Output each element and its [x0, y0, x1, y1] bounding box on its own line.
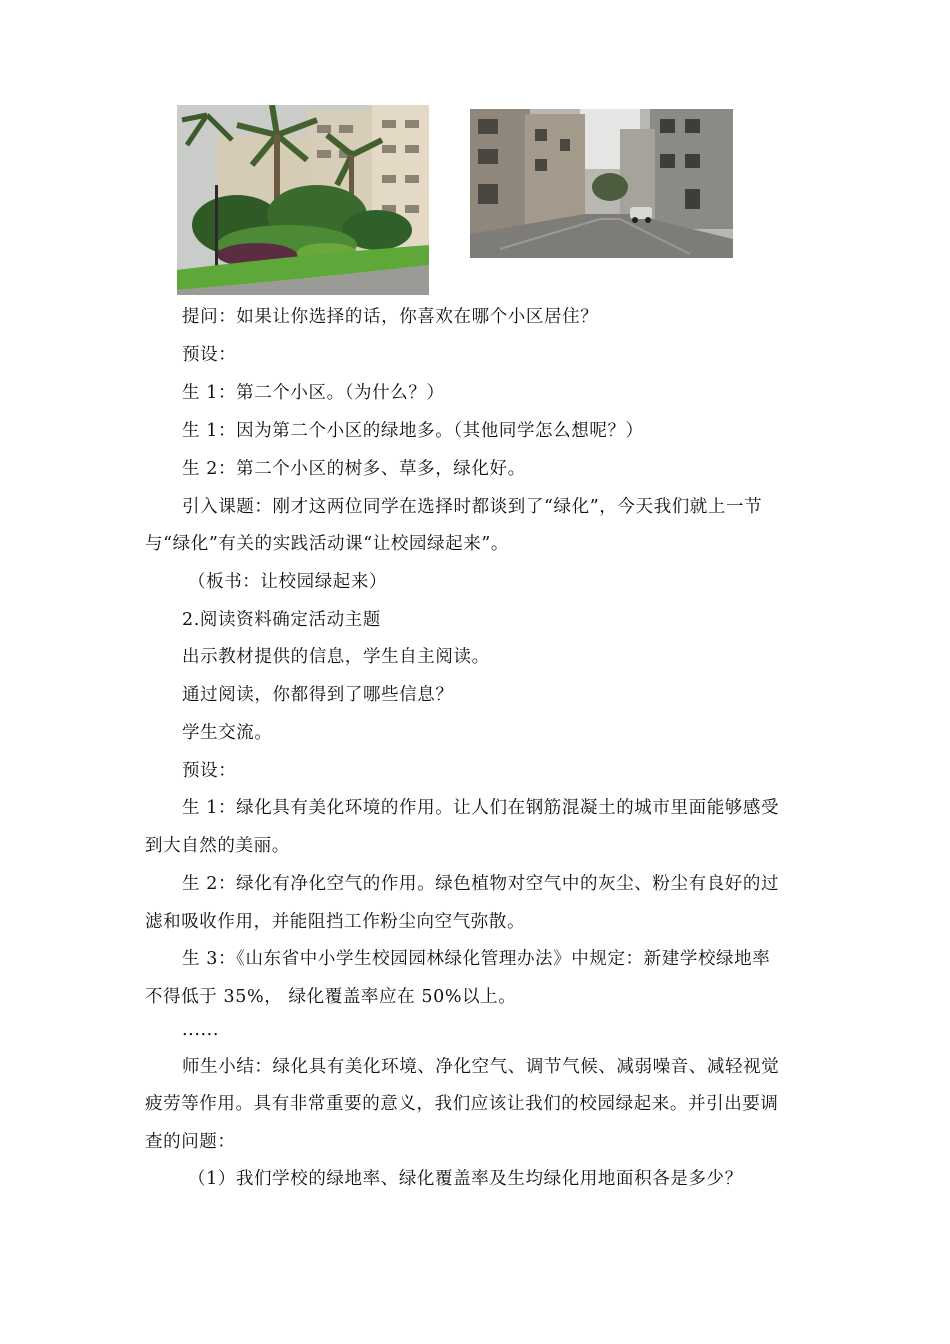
ellipsis: ...... — [182, 1020, 219, 1040]
preset-label: 预设： — [182, 345, 237, 365]
section-heading: 2.阅读资料确定活动主题 — [182, 610, 381, 630]
student-point-3-line1: 生 3：《山东省中小学生校园园林绿化管理办法》中规定：新建学校绿地率 — [182, 949, 771, 969]
student-point-1-line2: 到大自然的美丽。 — [145, 836, 290, 856]
summary-line2: 疲劳等作用。具有非常重要的意义，我们应该让我们的校园绿起来。并引出要调 — [145, 1094, 779, 1114]
student-point-3-line2: 不得低于 35%， 绿化覆盖率应在 50%以上。 — [145, 987, 517, 1007]
green-residential-community-photo — [177, 105, 429, 295]
summary-line1: 师生小结：绿化具有美化环境、净化空气、调节气候、减弱噪音、减轻视觉 — [182, 1057, 780, 1077]
question-line-2: 通过阅读，你都得到了哪些信息？ — [182, 685, 454, 705]
student-answer-1b: 生 1：因为第二个小区的绿地多。（其他同学怎么想呢？） — [182, 421, 644, 441]
student-exchange: 学生交流。 — [182, 723, 273, 743]
intro-topic-line1: 引入课题：刚才这两位同学在选择时都谈到了“绿化”，今天我们就上一节 — [182, 497, 763, 517]
summary-line3: 查的问题： — [145, 1132, 236, 1152]
question-line: 提问：如果让你选择的话，你喜欢在哪个小区居住？ — [182, 307, 599, 327]
instruction-line: 出示教材提供的信息，学生自主阅读。 — [182, 647, 490, 667]
student-point-2-line2: 滤和吸收作用，并能阻挡工作粉尘向空气弥散。 — [145, 912, 526, 932]
student-point-1-line1: 生 1：绿化具有美化环境的作用。让人们在钢筋混凝土的城市里面能够感受 — [182, 798, 780, 818]
preset-label-2: 预设： — [182, 761, 237, 781]
board-note: （板书：让校园绿起来） — [188, 572, 388, 592]
student-answer-2: 生 2：第二个小区的树多、草多，绿化好。 — [182, 459, 526, 479]
intro-topic-line2: 与“绿化”有关的实践活动课“让校园绿起来”。 — [145, 534, 509, 554]
old-residential-alley-photo — [470, 109, 733, 258]
student-point-2-line1: 生 2：绿化有净化空气的作用。绿色植物对空气中的灰尘、粉尘有良好的过 — [182, 874, 780, 894]
student-answer-1: 生 1：第二个小区。（为什么？） — [182, 383, 445, 403]
survey-question-1: （1）我们学校的绿地率、绿化覆盖率及生均绿化用地面积各是多少？ — [188, 1169, 743, 1189]
